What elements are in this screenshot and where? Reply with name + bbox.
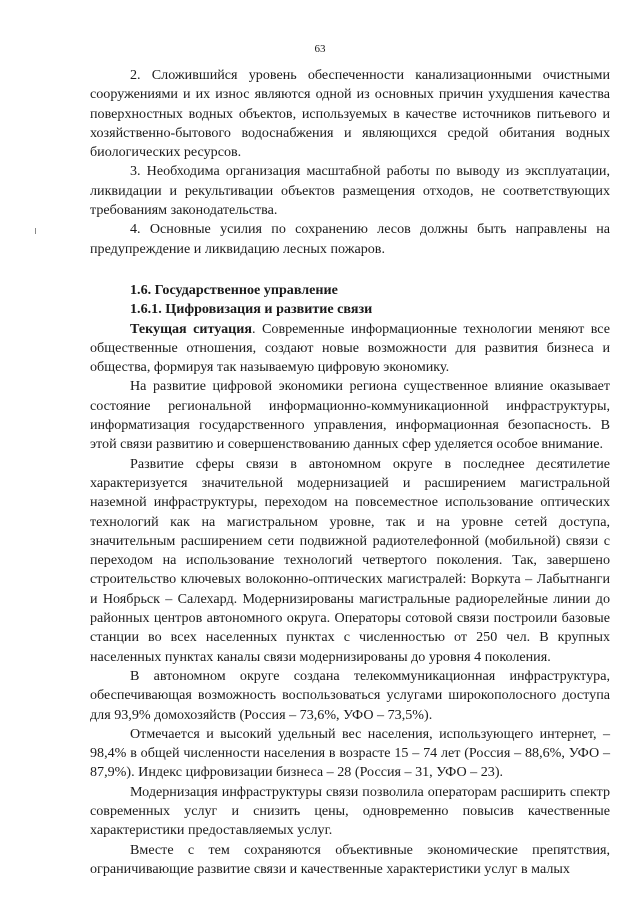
paragraph: 4. Основные усилия по сохранению лесов должны быть направлены на предупреждение и ликвидацию лесных пожаров. bbox=[90, 221, 610, 257]
paragraph: 2. Сложившийся уровень обеспеченности канализационными очистными сооружениями и их износ являются одной из основных причин ухудшения качества поверхностных водных объектов, используемых в качестве источников питьевого и хозяйственно-бытового водоснабжения и являющихся средой обитания водных биологических ресурсов. bbox=[90, 67, 610, 161]
document-body bbox=[90, 66, 610, 879]
paragraph: В автономном округе создана телекоммуникационная инфраструктура, обеспечивающая возможность воспользоваться услугами широкополосного доступа для 93,9% домохозяйств (Россия – 73,6%, УФО – 73,5%). bbox=[90, 667, 610, 723]
paragraph: Развитие сферы связи в автономном округе в последнее десятилетие характеризуется значительной модернизацией и расширением магистральной наземной инфраструктуры, переходом на повсеместное использование оптических технологий как на магистральном уровне, так и на уровне сетей доступа, значительным расширением сети подвижной радиотелефонной (мобильной) связи с переходом на использование технологий четвертого поколения. Так, завершено строительство ключевых волоконно-оптических магистралей: Воркута – Лабытнанги и Ноябрьск – Салехард. Модернизированы магистральные радиорелейные линии до районных центров автономного округа. Операторы сотовой связи построили базовые станции во всех населенных пунктах с численностью от 250 чел. В крупных населенных пунктах каналы связи модернизированы до уровня 4 поколения. bbox=[90, 455, 610, 665]
margin-mark bbox=[35, 228, 36, 234]
paragraph: Модернизация инфраструктуры связи позволила операторам расширить спектр современных услуг и снизить цены, одновременно повысив качественные характеристики предоставляемых услуг. bbox=[90, 783, 610, 839]
lead-paragraph bbox=[90, 320, 610, 378]
subsection-heading: 1.6.1. Цифровизация и развитие связи bbox=[130, 301, 373, 318]
lead-label: Текущая ситуация bbox=[130, 320, 253, 337]
paragraph: 3. Необходима организация масштабной работы по выводу из эксплуатации, ликвидации и рекультивации объектов размещения отходов, не соответствующих требованиям законодательства. bbox=[90, 163, 610, 219]
paragraph: Отмечается и высокий удельный вес населения, использующего интернет, – 98,4% в общей численности населения в возрасте 15 – 74 лет (Россия – 88,6%, УФО – 87,9%). Индекс цифровизации бизнеса – 28 (Россия – 31, УФО – 23). bbox=[90, 725, 610, 781]
section-heading: 1.6. Государственное управление bbox=[130, 281, 338, 298]
paragraph: На развитие цифровой экономики региона существенное влияние оказывает состояние региональной информационно-коммуникационной инфраструктуры, информатизация государственного управления, информационная безопасность. В этой связи развитию и совершенствованию данных сфер уделяется особое внимание. bbox=[90, 378, 610, 453]
lead-text: . Современные информационные технологии меняют все общественные отношения, создают новые возможности для развития бизнеса и общества, формируя так называемую цифровую экономику. bbox=[90, 320, 610, 376]
paragraph: Вместе с тем сохраняются объективные экономические препятствия, ограничивающие развитие связи и качественные характеристики услуг в малых bbox=[90, 841, 610, 877]
page-number: 63 bbox=[314, 43, 326, 55]
